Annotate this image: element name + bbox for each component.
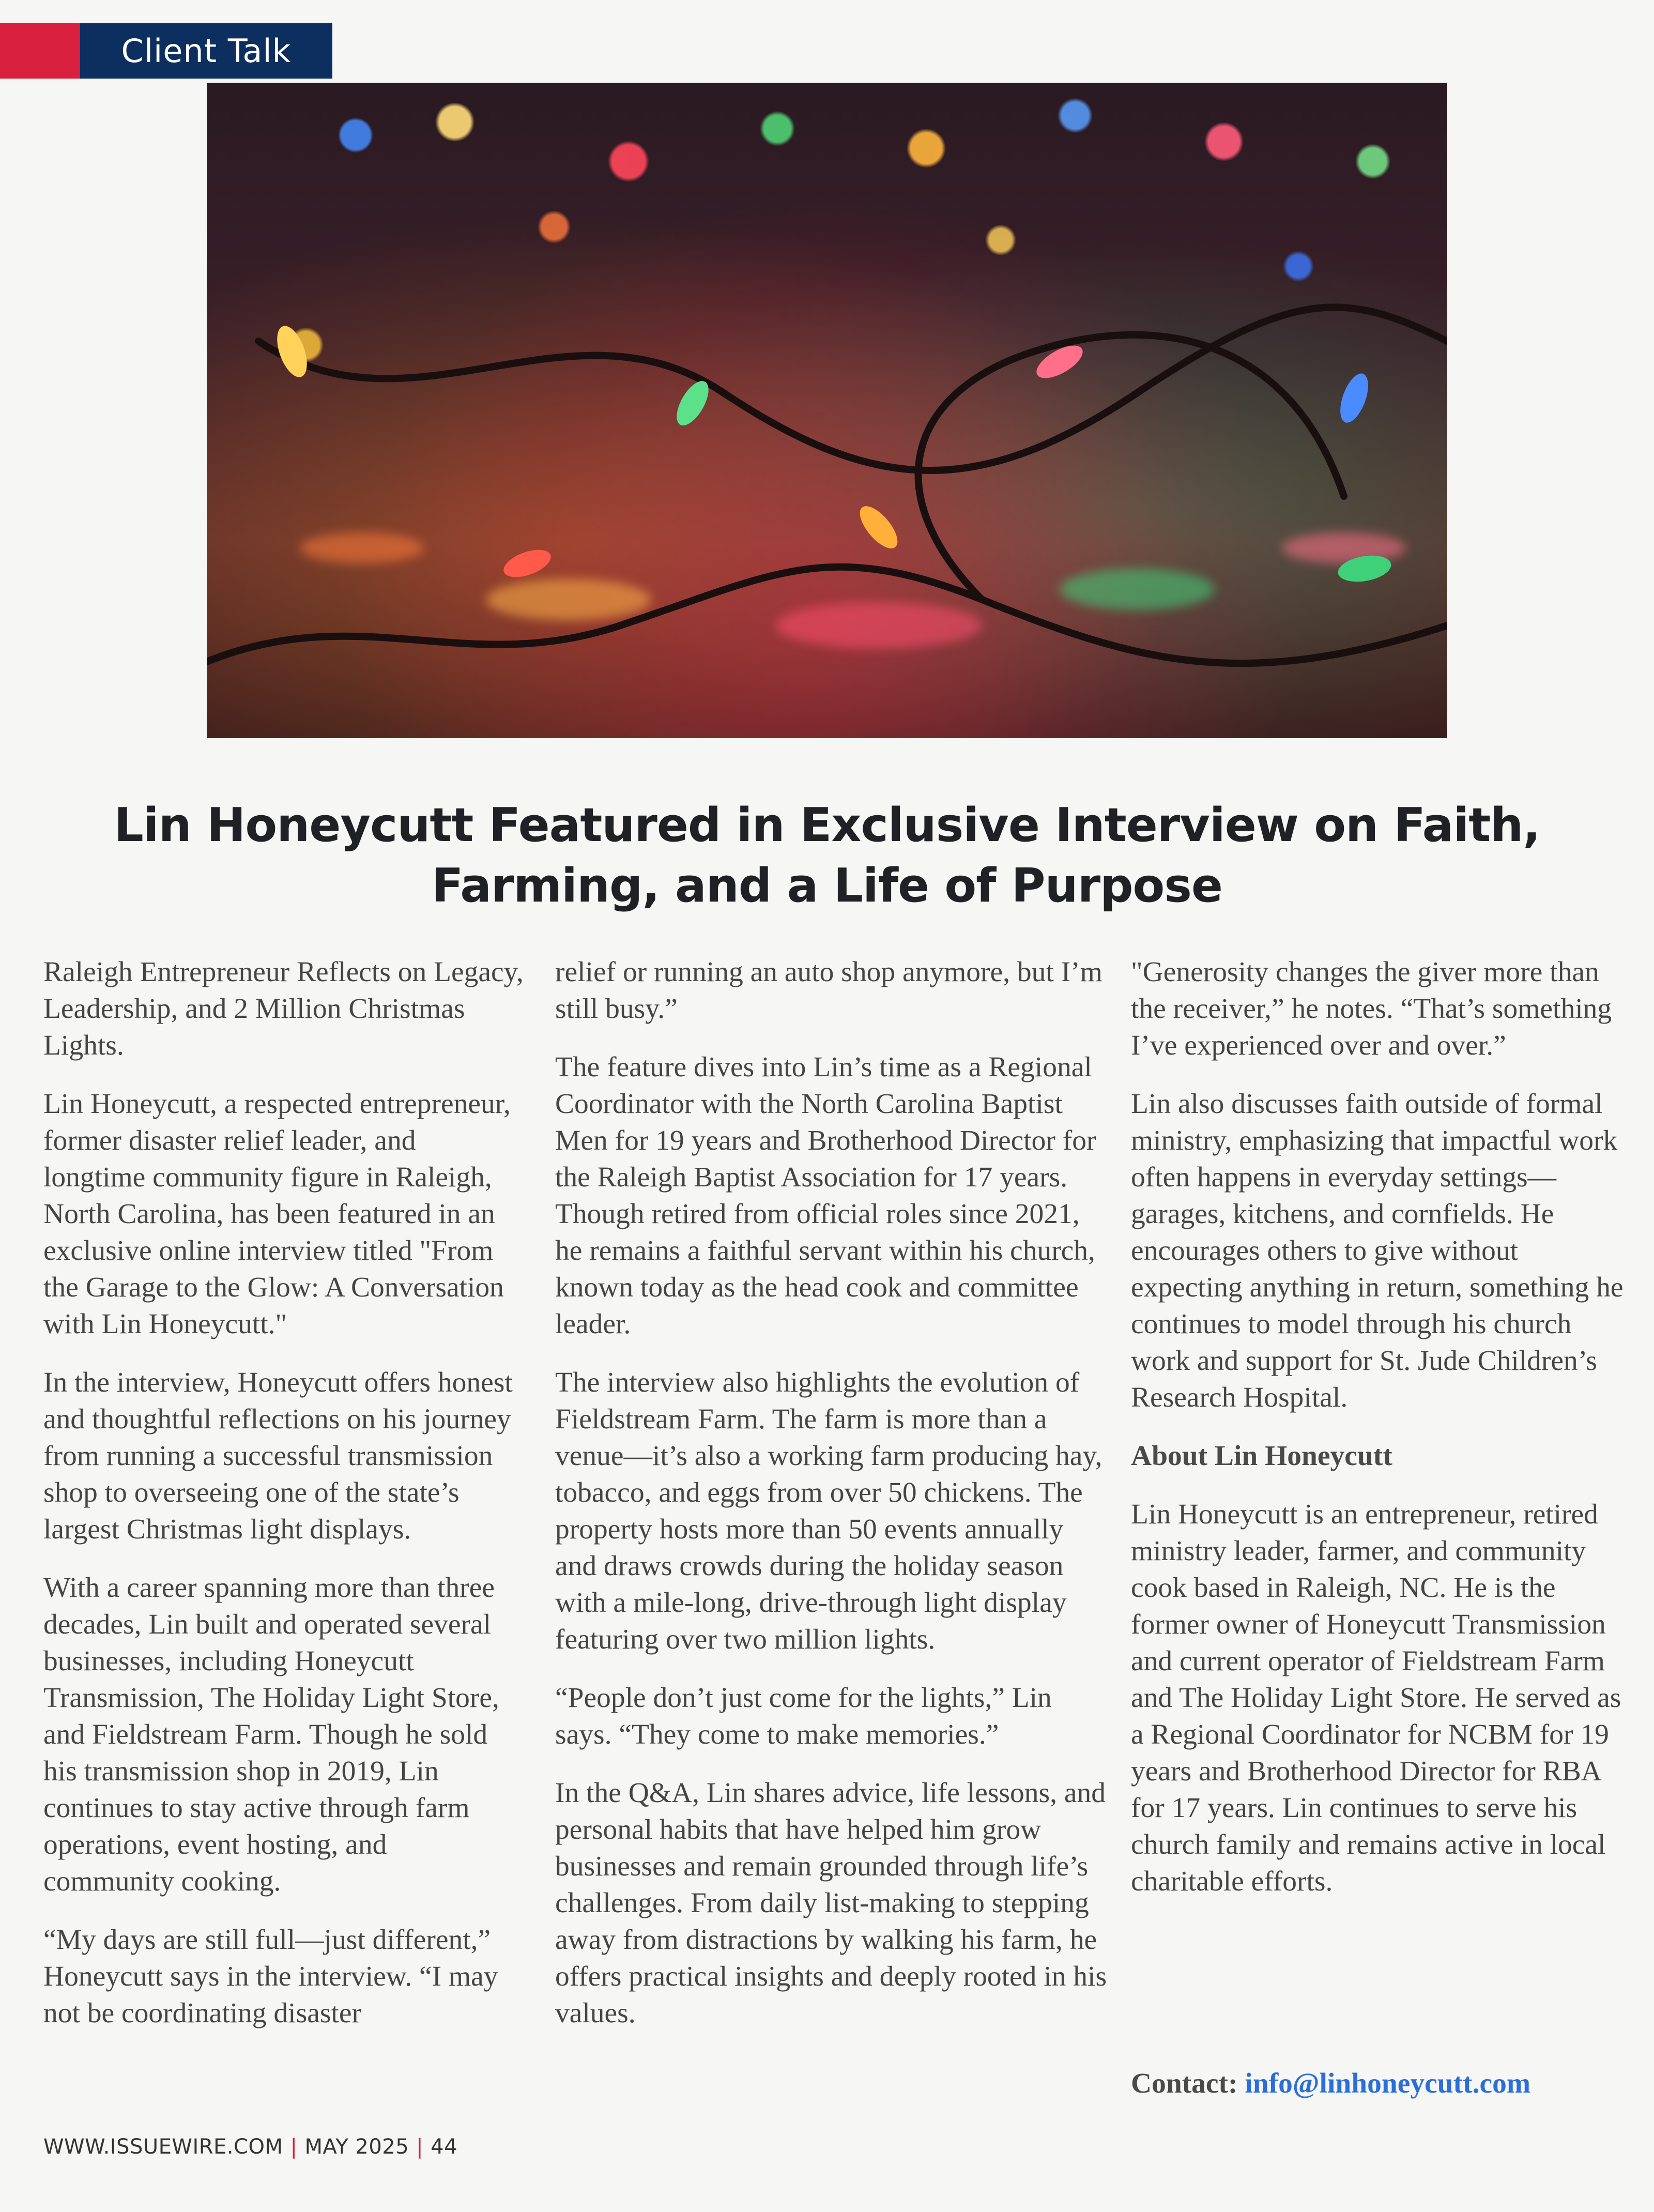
article-column-1 (43, 954, 524, 2053)
about-subheading: About Lin Honeycutt (1131, 1440, 1392, 1472)
paragraph: The interview also highlights the evolution of Fieldstream Farm. The farm is more than a venue—it’s also a working farm producing hay, tobacco, and eggs from over 50 chickens. The property hosts more than 50 events annually and draws crowds during the holiday season with a mile-long, drive-through light display featuring over two million lights. (555, 1367, 1102, 1655)
section-tag (0, 23, 332, 79)
section-tag-box (80, 23, 332, 79)
paragraph: “People don’t just come for the lights,” Lin says. “They come to make memories.” (555, 1682, 1052, 1750)
paragraph: In the interview, Honeycutt offers honest and thoughtful reflections on his journey from running a successful transmission shop to overseeing one of the state’s largest Christmas light displays. (43, 1367, 513, 1545)
hero-image (207, 83, 1447, 738)
paragraph: The feature dives into Lin’s time as a Regional Coordinator with the North Carolina Baptist Men for 19 years and Brotherhood Director for the Raleigh Baptist Association for 17 years. Though retired from official roles since 2021, he remains a faithful servant within his church, known today as the head cook and committee leader. (555, 1051, 1096, 1340)
section-tag-accent (0, 23, 80, 79)
paragraph: Raleigh Entrepreneur Reflects on Legacy, Leadership, and 2 Million Christmas Lights. (43, 956, 524, 1061)
contact-line (1131, 2065, 1530, 2102)
paragraph: "Generosity changes the giver more than the receiver,” he notes. “That’s something I’ve experienced over and over.” (1131, 956, 1612, 1061)
paragraph: Lin Honeycutt is an entrepreneur, retired ministry leader, farmer, and community cook based in Raleigh, NC. He is the former owner of Honeycutt Transmission and current operator of Fieldstream Farm and The Holiday Light Store. He served as a Regional Coordinator for NCBM for 19 years and Brotherhood Director for RBA for 17 years. Lin continues to serve his church family and remains active in local charitable efforts. (1131, 1499, 1621, 1897)
paragraph: In the Q&A, Lin shares advice, life lessons, and personal habits that have helped him grow businesses and remain grounded through life’s challenges. From daily list-making to stepping away from distractions by walking his farm, he offers practical insights and deeply rooted in his values. (555, 1777, 1107, 2029)
christmas-lights-illustration (207, 83, 1447, 738)
article-headline: Lin Honeycutt Featured in Exclusive Interview on Faith, Farming, and a Life of Purpose (114, 798, 1540, 913)
article-column-3 (1131, 954, 1627, 1921)
footer-separator: | (416, 2135, 424, 2159)
paragraph: relief or running an auto shop anymore, but I’m still busy.” (555, 956, 1102, 1025)
paragraph: “My days are still full—just different,” Honeycutt says in the interview. “I may not be coordinating disaster (43, 1924, 498, 2029)
contact-label: Contact: (1131, 2068, 1238, 2099)
page-footer (43, 2135, 457, 2159)
contact-email-link[interactable]: info@linhoneycutt.com (1245, 2068, 1531, 2099)
paragraph: With a career spanning more than three decades, Lin built and operated several businesses, including Honeycutt Transmission, The Holiday Light Store, and Fieldstream Farm. Though he sold his transmission shop in 2019, Lin continues to stay active through farm operations, event hosting, and community cooking. (43, 1572, 499, 1897)
section-tag-label: Client Talk (121, 32, 292, 70)
article-column-2 (555, 954, 1108, 2053)
footer-date: MAY 2025 (304, 2135, 409, 2159)
paragraph: Lin also discusses faith outside of formal ministry, emphasizing that impactful work often happens in everyday settings—garages, kitchens, and cornfields. He encourages others to give without expecting anything in return, something he continues to model through his church work and support for St. Jude Children’s Research Hospital. (1131, 1088, 1624, 1413)
paragraph: Lin Honeycutt, a respected entrepreneur, former disaster relief leader, and longtime community figure in Raleigh, North Carolina, has been featured in an exclusive online interview titled "From the Garage to the Glow: A Conversation with Lin Honeycutt." (43, 1088, 511, 1340)
footer-site[interactable]: WWW.ISSUEWIRE.COM (43, 2135, 283, 2159)
footer-separator: | (290, 2135, 298, 2159)
footer-page-number: 44 (431, 2135, 458, 2159)
